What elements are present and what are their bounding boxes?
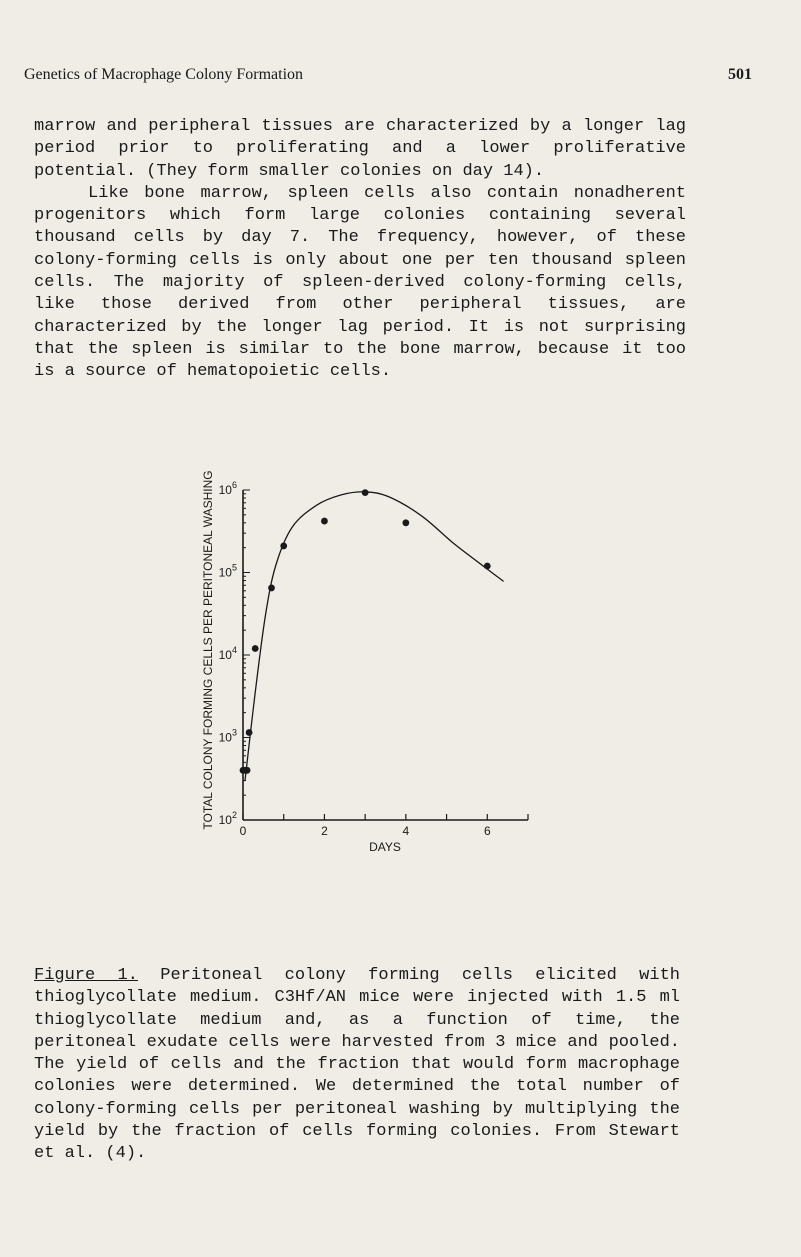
x-tick-labels [240, 824, 491, 838]
paragraph-1: marrow and peripheral tissues are characterized by a longer lag period prior to proliferating and a lower proliferative potential. (They form smaller colonies on day 14). [34, 117, 686, 181]
x-tick-label: 2 [321, 824, 328, 838]
y-tick-label: $10^3$ [218, 727, 237, 745]
figure-caption [34, 965, 680, 1166]
data-point [252, 645, 259, 652]
page-number: 501 [728, 66, 752, 83]
data-points [240, 489, 491, 774]
data-point [484, 563, 491, 570]
data-point [244, 767, 251, 774]
figure-label: Figure 1. [34, 966, 138, 985]
y-tick-label: $10^5$ [218, 562, 237, 580]
x-tick-label: 6 [483, 824, 491, 838]
running-title: Genetics of Macrophage Colony Formation [24, 66, 304, 83]
x-axis-label: DAYS [369, 840, 401, 854]
x-tick-label: 4 [402, 824, 410, 838]
fit-curve [245, 492, 504, 781]
data-point [402, 519, 409, 526]
caption-text: Peritoneal colony forming cells elicited with thioglycollate medium. C3Hf/AN mice were injected with 1.5 ml thioglycollate medium and, as a function of time, the peritoneal exudate cells were harvested from 3 mice and pooled. The yield of cells and the fraction that would form macrophage colonies were determined. We determined the total number of colony-forming cells per peritoneal washing by multiplying the yield by the fraction of cells forming colonies. From Stewart et al. (4). [34, 966, 680, 1164]
data-point [321, 518, 328, 525]
x-tick-label: 0 [239, 824, 247, 838]
y-tick-label: $10^6$ [218, 480, 237, 497]
data-point [280, 543, 287, 550]
y-tick-labels [219, 480, 237, 827]
data-point [246, 729, 253, 736]
y-axis-label: TOTAL COLONY FORMING CELLS PER PERITONEAL WASHING [201, 470, 215, 830]
y-tick-label: $10^2$ [218, 810, 237, 827]
y-tick-label: $10^4$ [218, 645, 237, 662]
data-point [362, 489, 369, 496]
data-point [268, 585, 275, 592]
paragraph-2: Like bone marrow, spleen cells also contain nonadherent progenitors which form large colonies containing several thousand cells by day 7. The frequency, however, of these colony-forming cells is only about one per ten thousand spleen cells. The majority of spleen-derived colony-forming cells, like those derived from other peripheral tissues, are characterized by the longer lag period. It is not surprising that the spleen is similar to the bone marrow, because it too is a source of hematopoietic cells. [34, 183, 686, 382]
